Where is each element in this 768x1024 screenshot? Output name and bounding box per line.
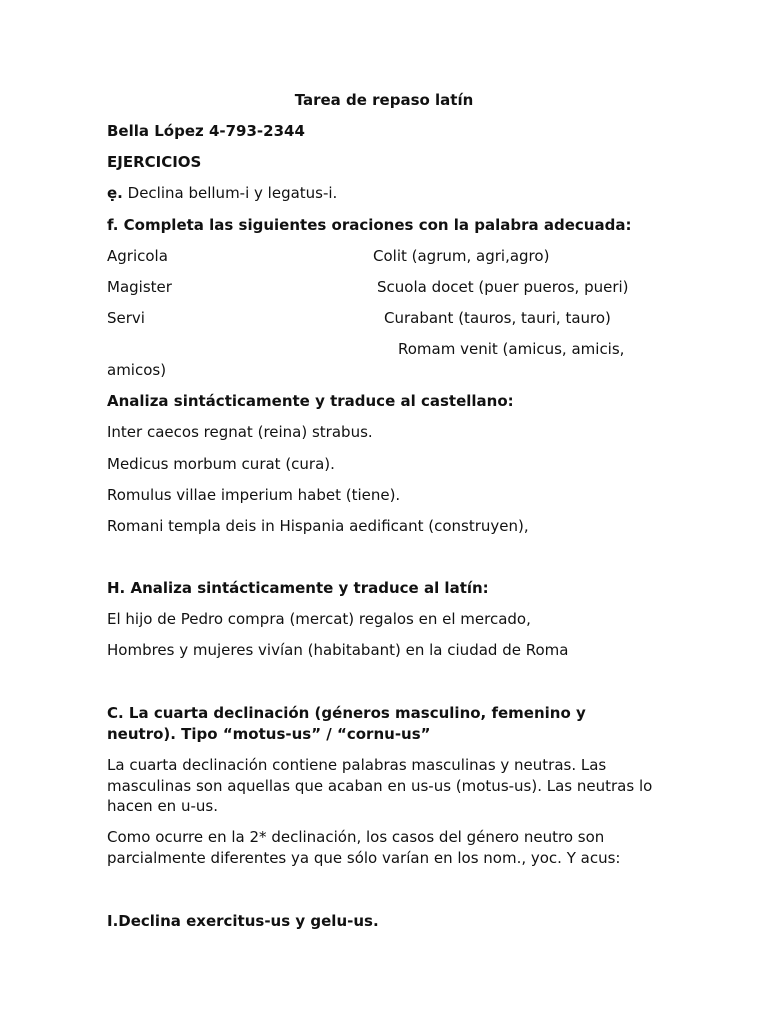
author-line: Bella López 4-793-2344 (107, 122, 305, 140)
i-heading: I.Declina exercitus-us y gelu-us. (107, 912, 379, 930)
h-line: Hombres y mujeres vivían (habitabant) en la ciudad de Roma (107, 641, 569, 659)
analyze-line: Romulus villae imperium habet (tiene). (107, 486, 401, 504)
item-e-text: Declina bellum-i y legatus-i. (122, 184, 338, 202)
item-e-marker: ẹ. (107, 184, 123, 202)
sentence-left: Agricola (107, 247, 168, 265)
sentence-wrap: amicos) (107, 361, 167, 379)
analyze-line: Medicus morbum curat (cura). (107, 455, 335, 473)
section-ejercicios: EJERCICIOS (107, 153, 202, 171)
analyze-line: Romani templa deis in Hispania aedificant (construyen), (107, 517, 529, 535)
item-f-heading: f. Completa las siguientes oraciones con la palabra adecuada: (107, 216, 632, 234)
c-heading: C. La cuarta declinación (géneros masculino, femenino y neutro). Tipo “motus-us” / “cornu-us” (107, 704, 586, 743)
sentence-right: Romam venit (amicus, amicis, (398, 340, 625, 358)
h-line: El hijo de Pedro compra (mercat) regalos en el mercado, (107, 610, 531, 628)
c-paragraph-1: La cuarta declinación contiene palabras masculinas y neutras. Las masculinas son aquellas que acaban en us-us (motus-us). Las neutras lo hacen en u-us. (107, 756, 653, 815)
sentence-left: Servi (107, 309, 145, 327)
sentence-right: Colit (agrum, agri,agro) (373, 247, 550, 265)
c-paragraph-2: Como ocurre en la 2* declinación, los casos del género neutro son parcialmente diferentes ya que sólo varían en los nom., yoc. Y acus: (107, 828, 621, 867)
sentence-left: Magister (107, 278, 172, 296)
document-title: Tarea de repaso latín (294, 91, 474, 109)
analyze-line: Inter caecos regnat (reina) strabus. (107, 423, 373, 441)
analyze-heading: Analiza sintácticamente y traduce al castellano: (107, 392, 514, 410)
sentence-right: Scuola docet (puer pueros, pueri) (377, 278, 629, 296)
item-e (107, 183, 337, 204)
h-heading: H. Analiza sintácticamente y traduce al latín: (107, 579, 489, 597)
sentence-right: Curabant (tauros, tauri, tauro) (384, 309, 611, 327)
